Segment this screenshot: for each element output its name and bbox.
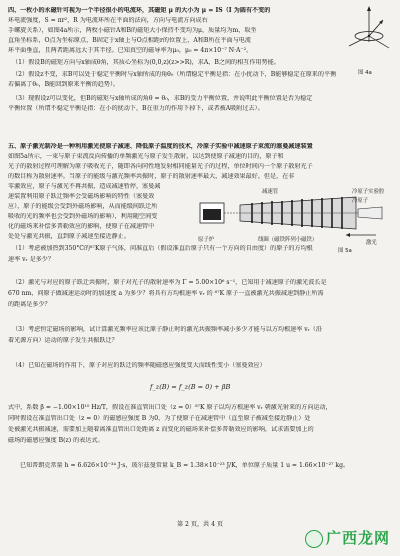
section5-q1: （1）考虑被加热到350°C的⁸⁷K原子气体，问准直后（假设准直后原子只有一个方向的自由度）的原子的方均根 <box>12 245 313 252</box>
section4-q3: （3）现假设z可以变化，但B的磁矩与x轴所成的角θ = θ₀，求B的受力平衡位置，并说明此平衡位置是否为稳定 <box>12 95 313 102</box>
section5-q3: 着光源方向）运动的原子发生共振跃迁？ <box>8 337 118 344</box>
section5-line: 如图5a所示，一束与原子束流反向传播的单频激光与原子发生散射，以达到使原子减速的目的，原子和 <box>8 153 284 160</box>
x-axis-line <box>369 36 389 48</box>
watermark-icon <box>305 530 323 548</box>
section5-line: 零激效应，原子与激光不再共振，造成减速暂停，塞曼减 <box>8 183 161 190</box>
fig5a-experiment-label: 冷原子实验腔 <box>352 189 385 195</box>
z-axis-arrow <box>367 6 371 11</box>
fig5a-atom-label: 冷原子 <box>352 198 369 204</box>
page-footer: 第 2 页，共 4 页 <box>177 521 223 528</box>
section5-after: 磁场的磁感应强度 B(z) 的表达式。 <box>8 437 104 444</box>
section5-line: 吸收的光的频率也会受到外磁场的影响），利用随空间变 <box>8 213 158 220</box>
experiment-chamber <box>358 207 382 219</box>
section5-q2: 的距离是多少？ <box>8 301 51 308</box>
figure-4a <box>343 6 395 66</box>
section5-after: 同时假设在准直管出口处（z = 0）的磁感应强度 B 为0，为了使原子在减速管中（直至原子被减至接近静止）处 <box>8 415 311 422</box>
section5-line: 光子的散射过程可理解为原子吸收光子，随即各向同性地发射相同能量光子的过程，单位时间内一个原子散射光子 <box>8 163 313 170</box>
section4-heading: 四、一枚小的永磁针可视为一个半径很小的电流环，其磁矩 μ 的大小为 μ = IS（I 为圆有不变的 <box>8 7 271 14</box>
section5-line: 化的磁场来补偿多普勒效应的影响，使原子在减速管中 <box>8 223 155 230</box>
fig5a-source-label: 原子炉 <box>198 237 215 243</box>
section5-q1b: 速率 vᵣ 是多少？ <box>8 256 54 263</box>
section4-q3: 平衡位置（所谓不稳定平衡是指：在小的扰动下，B在重力的作用下掉下，或者被A吸附过去）。 <box>8 105 264 112</box>
section4-q2: （2）假设z不变，求B可以处于稳定平衡时与x轴所成的角θ₀（所谓稳定平衡是指：在小扰动下，B能够稳定在原来的平衡 <box>12 71 337 78</box>
laser-arrow <box>346 233 350 237</box>
section4-line: 环电流强度，S = πr²，R 为电流环所在平面的法向，方向与电流方向成右 <box>8 17 208 24</box>
section5-line: 处处与激光共振，直到原子减速至接近静止。 <box>8 233 130 240</box>
section4-q1: （1）假设B的磁矩方向与x轴成θ角，其质心坐标为(0,0,z)(z>>R)，求A、B之间的相互作用势能。 <box>12 59 280 66</box>
section4-line: 手螺旋关系），如图4a所示，两枚小磁针A和B的磁矩大小保持不变均为μ，质量均为m，取坐 <box>8 27 257 34</box>
section5-heading: 五、原子激光制冷是一种利用激光使原子减速、降低原子温度的技术，冷原子实验中减速原子束流的塞曼减速装置 <box>8 143 313 150</box>
zeeman-formula: f_z(B) = f_z(B = 0) + βB <box>150 383 231 391</box>
section5-q2: （2）激光与对应的原子跃迁共振时，原子对光子的散射速率为 Γ = 5.00×10⁶ s⁻¹，已知用于减速原子的激光波长是 <box>12 279 327 286</box>
section5-q2: 670 nm，问原子做减速运动时的加速度 a 为多少？将具有方均根速率 vᵣ 的 ⁸⁷K 原子一直被激光共振减速到静止所需 <box>8 290 324 297</box>
fig5a-magnet-label: 线圈（磁铁阵列小磁铁） <box>258 237 318 243</box>
section4-line: 环平面垂直，且两者距离远大于其半径。已知真空的磁导率为μ₀，μ₀ = 4π×10⁻⁷ N·A⁻²。 <box>8 47 253 54</box>
section4-q2: 若偏离了θ₀，B能回到原来平衡的趋势）。 <box>8 81 120 88</box>
section5-line: 的数目称为散射速率。当原子的能级与激光频率共振时，原子的散射速率最大，减速效果最好，但是，在非 <box>8 173 295 180</box>
physical-constants: 已知普朗克常量 h = 6.626×10⁻³⁴ J·s，玻尔兹曼常量 k_B = 1.38×10⁻²³ J/K，单位原子质量 1 u = 1.66×10⁻²⁷ kg。 <box>20 462 350 469</box>
section5-after: 处被激光共振减速，需要加上随着离准直管出口处距离 z 而变化的磁场来补偿多普勒效应的影响，试求需要加上的 <box>8 426 314 433</box>
figure-4a-label: 图 4a <box>358 70 372 76</box>
fig5a-laser-label: 激光 <box>366 240 377 246</box>
watermark-logo <box>305 527 390 548</box>
section5-line: 速装置利用原子跃迁频率会受磁场影响的特性（塞曼效 <box>8 193 155 200</box>
oven-fill <box>203 209 221 220</box>
section5-q3: （3）考虑恒定磁场的影响，试计算激光频率应该比原子静止时的激光共振频率减小多少才能与以方均根速率 vᵣ（沿 <box>12 326 322 333</box>
section5-q4: （4）已知在磁场的作用下，原子对应的跃迁的频率随磁感应强度变大而线性变小（塞曼效应） <box>12 362 266 369</box>
section5-after: 式中，系数 β = −1.00×10¹⁰ Hz/T，假设在准直管出口处（z = 0）⁸⁷K 原子以均方根速率 vᵣ 朝激光射来的方向运动， <box>8 404 332 411</box>
section5-line: 应），原子的能级会受到外磁场影响，从而能级间跃迁所 <box>8 203 158 210</box>
origin-point <box>368 35 370 37</box>
y-axis-line <box>349 36 369 46</box>
fig5a-tube-label: 减速管 <box>262 189 279 195</box>
watermark-text: 广西龙网 <box>325 529 390 547</box>
figure-5a-label: 图 5a <box>338 248 352 254</box>
section4-line: 直角坐标系，O点为坐标原点，B固定于x轴上与O点相距r的位置上，A和B所在平面与电流 <box>8 37 251 44</box>
